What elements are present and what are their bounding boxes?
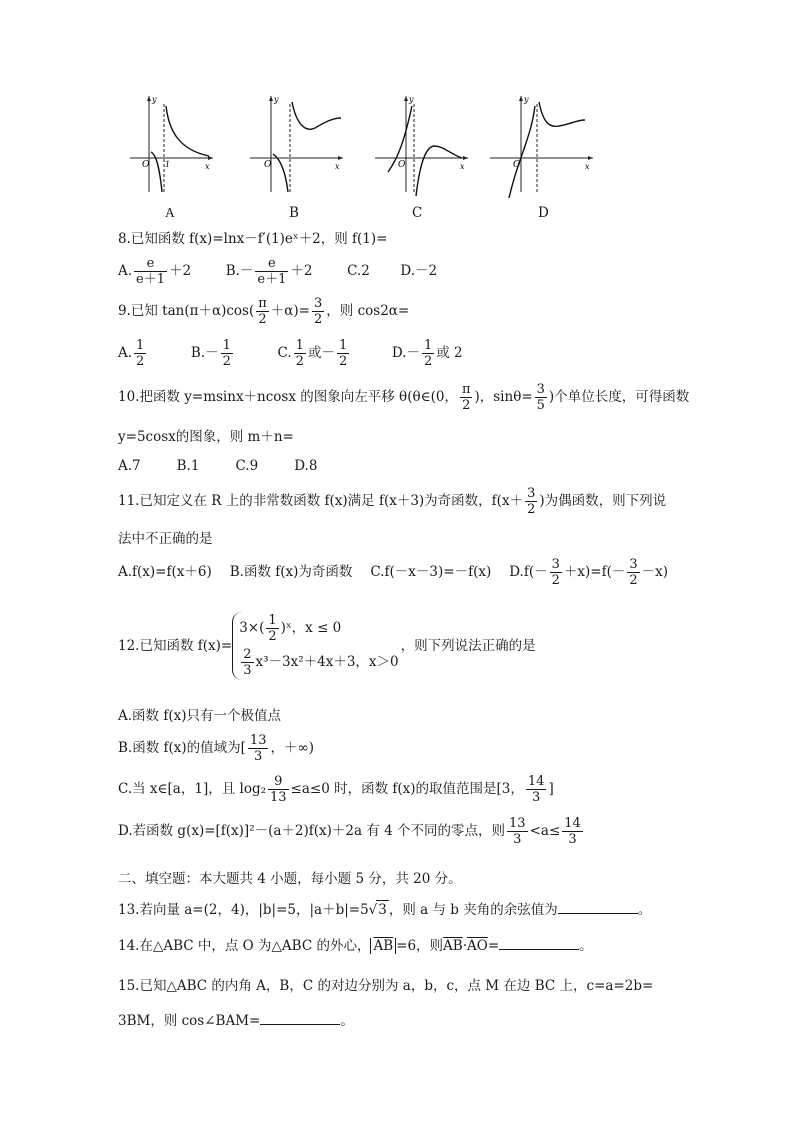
q15-line1: 15.已知△ABC 的内角 A，B，C 的对边分别为 a，b，c，点 M 在边 BC 上，c=a=2b= bbox=[118, 978, 654, 994]
graph-b-xlabel: x bbox=[335, 162, 340, 171]
graph-d-ylabel: y bbox=[524, 95, 529, 104]
q8-b-prefix: B.－ bbox=[225, 263, 254, 279]
q8-stem: 8.已知函数 f(x)=lnx－f′(1)eˣ＋2，则 f(1)= bbox=[118, 231, 388, 247]
q9-stem: 9.已知 tan(π＋α)cos( $\frac{\pi}{2}$ ＋α)= $\frac{3}{2}$ ，则 cos2α= bbox=[118, 296, 410, 327]
q13: 13.若向量 a=(2，4)，|b|=5，|a＋b|=5√3 ，则 a 与 b 夹角的余弦值为 。 bbox=[118, 902, 652, 918]
graph-b-ylabel: y bbox=[274, 95, 279, 104]
q14: 14.在△ABC 中，点 O 为△ABC 的外心， $\overline{AB} =6$，则$\overline{AB}\cdot\overline{AO}=$ 。 bbox=[118, 938, 593, 954]
graph-a-tick: 1 bbox=[165, 160, 171, 169]
graph-b-svg bbox=[245, 92, 345, 220]
q8-c: C.2 bbox=[347, 263, 370, 279]
q12-option-d: D.若函数 g(x)=[f(x)]²－(a＋2)f(x)＋2a 有 4 个不同的零点，则 $\frac{13}{3}$ <a≤ $\frac{14}{3}$ bbox=[118, 816, 581, 847]
graph-option-a bbox=[125, 92, 215, 220]
q10-line2: y=5cosx的图象，则 m＋n= bbox=[118, 429, 294, 445]
q11-line1: 11.已知定义在 R 上的非常数函数 f(x)满足 f(x＋3)为奇函数，f(x＋ $\frac{3}{2}$ )为偶函数，则下列说 bbox=[118, 486, 667, 517]
q14-answer-blank[interactable] bbox=[499, 937, 579, 950]
graph-option-b bbox=[245, 92, 345, 220]
q12-option-c: C.当 x∈[a，1]，且 log₂ $\frac{9}{13}$ ≤a≤0 时，函数 f(x)的取值范围是[3， $\frac{14}{3}$ ] bbox=[118, 774, 554, 805]
q10-line1: 10.把函数 y=msinx＋ncosx 的图象向左平移 θ(θ∈(0， $\frac{\pi}{2}$ )，sinθ= $\frac{3}{5}$ )个单位长度，可得函数 bbox=[118, 382, 690, 413]
graph-b-label: B bbox=[289, 205, 299, 221]
q12-piecewise: 3×( $\frac{1}{2}$ )ˣ，x ≤ 0 $\frac{2}{3}$ x³－3x²＋4x＋3，x＞0 bbox=[232, 612, 398, 680]
graph-c-ylabel: y bbox=[409, 95, 414, 104]
graph-d-svg bbox=[485, 92, 595, 220]
graph-option-c bbox=[370, 92, 470, 220]
graph-a-origin: O bbox=[142, 160, 150, 170]
graph-a-xlabel: x bbox=[205, 162, 210, 171]
section-2-heading: 二、填空题：本大题共 4 小题，每小题 5 分，共 20 分。 bbox=[118, 871, 462, 887]
q12-option-b: B.函数 f(x)的值域为[ $\frac{13}{3}$ ，＋∞) bbox=[118, 733, 314, 764]
q13-answer-blank[interactable] bbox=[558, 901, 638, 914]
q8-a-fraction: $\frac{e}{e+1}$ bbox=[136, 256, 166, 287]
graph-c-label: C bbox=[412, 205, 423, 221]
q8-a-tail: ＋2 bbox=[169, 263, 192, 279]
graph-c-svg bbox=[370, 92, 470, 220]
graph-a-svg bbox=[125, 92, 215, 220]
q11-options: A.f(x)=f(x＋6) B.函数 f(x)为奇函数 C.f(－x－3)=－f(x) D.f(－ $\frac{3}{2}$ ＋x)=f(－ $\frac{3}{2}$ －x) bbox=[118, 557, 669, 588]
graph-b-origin: O bbox=[264, 160, 272, 170]
graph-a-ylabel: y bbox=[152, 95, 157, 104]
q8-d: D.－2 bbox=[400, 263, 438, 279]
q8-b-fraction: $\frac{e}{e+1}$ bbox=[257, 256, 287, 287]
q9-options: A. $\frac{1}{2}$ B.－ $\frac{1}{2}$ C. $\frac{1}{2}$ 或－ $\frac{1}{2}$ D.－ $\frac{1}{2}$ 或 2 bbox=[118, 338, 463, 369]
graph-option-d bbox=[485, 92, 595, 220]
q12-option-a: A.函数 f(x)只有一个极值点 bbox=[118, 708, 281, 724]
q15-line2: 3BM，则 cos∠BAM= 。 bbox=[118, 1013, 354, 1029]
q10-options: A.7 B.1 C.9 D.8 bbox=[118, 458, 318, 474]
graph-d-xlabel: x bbox=[585, 162, 590, 171]
q11-line2: 法中不正确的是 bbox=[118, 531, 213, 547]
graph-d-label: D bbox=[538, 205, 549, 221]
q8-a-prefix: A. bbox=[118, 263, 133, 279]
graph-a-label: A bbox=[165, 205, 175, 220]
graph-c-xlabel: x bbox=[460, 162, 465, 171]
q8-options bbox=[118, 256, 437, 287]
graph-c-origin: O bbox=[398, 160, 406, 170]
q12-stem: 12.已知函数 f(x)= 3×( $\frac{1}{2}$ )ˣ，x ≤ 0 $\frac{2}{3}$ x³－3x²＋4x＋3，x＞0 ，则下列说法正确的是 bbox=[118, 613, 536, 678]
graph-d-origin: O bbox=[513, 160, 521, 170]
q8-b-tail: ＋2 bbox=[290, 263, 313, 279]
q15-answer-blank[interactable] bbox=[260, 1012, 340, 1025]
